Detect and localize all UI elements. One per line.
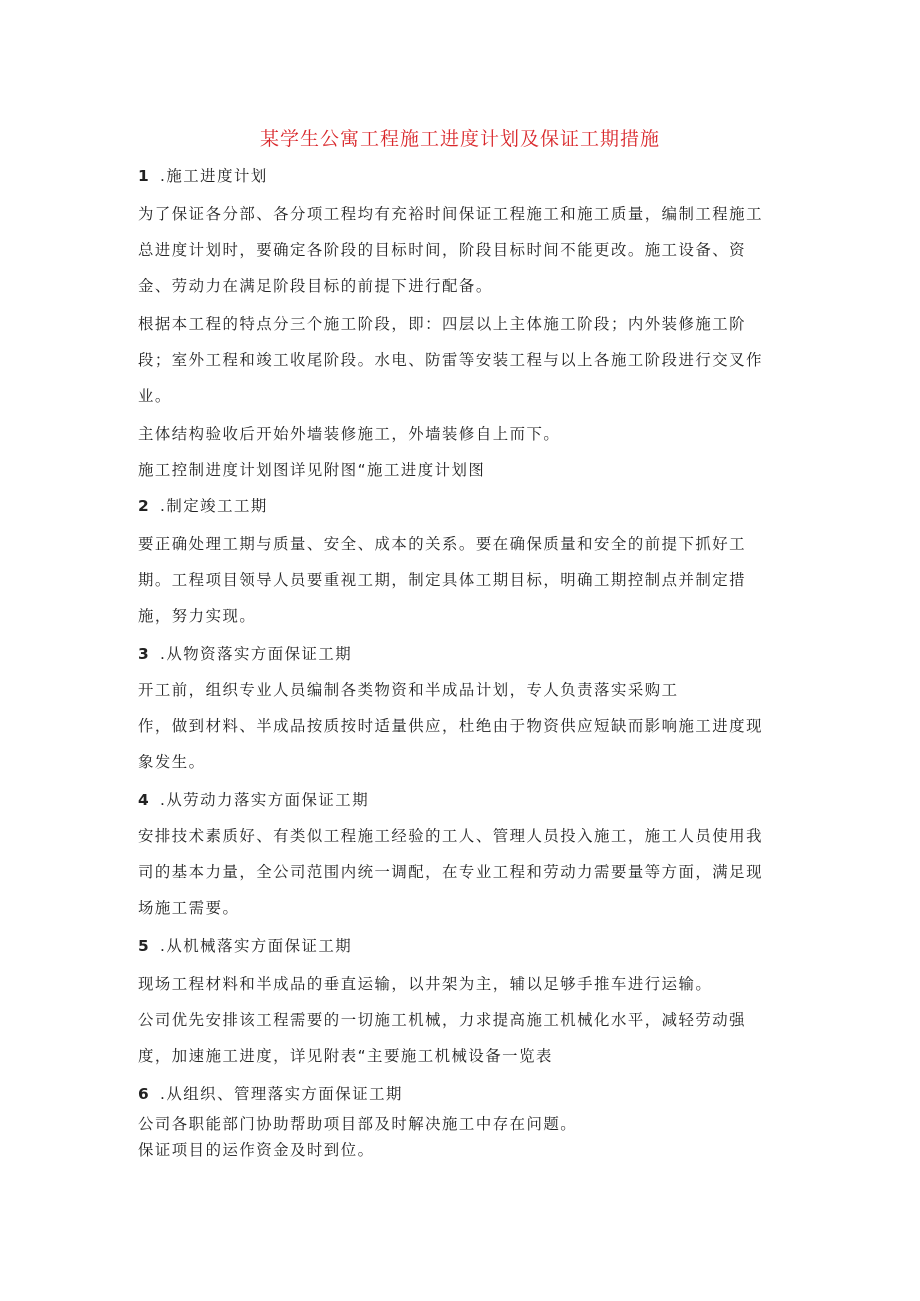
body-line: 作，做到材料、半成品按质按时适量供应，杜绝由于物资供应短缺而影响施工进度现 — [138, 717, 763, 735]
section-heading — [138, 644, 352, 664]
body-line: 公司优先安排该工程需要的一切施工机械，力求提高施工机械化水平，减轻劳动强 — [138, 1011, 747, 1029]
section-heading — [138, 496, 268, 516]
section-heading-text: .从机械落实方面保证工期 — [160, 937, 353, 955]
section-heading — [138, 936, 352, 956]
body-line: 公司各职能部门协助帮助项目部及时解决施工中存在问题。 — [138, 1115, 578, 1133]
body-line: 要正确处理工期与质量、安全、成本的关系。要在确保质量和安全的前提下抓好工 — [138, 535, 747, 553]
section-number: 2 — [138, 497, 151, 515]
section-heading-text: .从物资落实方面保证工期 — [160, 645, 353, 663]
section-heading — [138, 790, 369, 810]
section-number: 3 — [138, 645, 151, 663]
section-heading-text: .从劳动力落实方面保证工期 — [160, 791, 370, 809]
body-line: 司的基本力量，全公司范围内统一调配，在专业工程和劳动力需要量等方面，满足现 — [138, 863, 763, 881]
section-heading — [138, 1084, 403, 1104]
body-line: 金、劳动力在满足阶段目标的前提下进行配备。 — [138, 277, 493, 295]
body-line: 安排技术素质好、有类似工程施工经验的工人、管理人员投入施工，施工人员使用我 — [138, 827, 763, 845]
section-heading-text: .施工进度计划 — [160, 167, 268, 185]
document-title: 某学生公寓工程施工进度计划及保证工期措施 — [259, 128, 660, 150]
body-line: 为了保证各分部、各分项工程均有充裕时间保证工程施工和施工质量，编制工程施工 — [138, 205, 763, 223]
body-line: 现场工程材料和半成品的垂直运输，以井架为主，辅以足够手推车进行运输。 — [138, 975, 713, 993]
section-heading-text: .制定竣工工期 — [160, 497, 268, 515]
body-line: 主体结构验收后开始外墙装修施工，外墙装修自上而下。 — [138, 425, 561, 443]
body-line: 保证项目的运作资金及时到位。 — [138, 1141, 375, 1159]
section-heading — [138, 166, 268, 186]
body-line: 象发生。 — [138, 753, 206, 771]
section-number: 1 — [138, 167, 151, 185]
section-number: 4 — [138, 791, 151, 809]
body-line: 总进度计划时，要确定各阶段的目标时间，阶段目标时间不能更改。施工设备、资 — [138, 241, 747, 259]
body-line: 施，努力实现。 — [138, 607, 257, 625]
body-line: 施工控制进度计划图详见附图“施工进度计划图 — [138, 461, 486, 479]
body-line: 段；室外工程和竣工收尾阶段。水电、防雷等安装工程与以上各施工阶段进行交叉作 — [138, 351, 763, 369]
body-line: 开工前，组织专业人员编制各类物资和半成品计划，专人负责落实采购工 — [138, 681, 679, 699]
section-number: 5 — [138, 937, 151, 955]
body-line: 场施工需要。 — [138, 899, 240, 917]
body-line: 业。 — [138, 387, 172, 405]
section-heading-text: .从组织、管理落实方面保证工期 — [160, 1085, 403, 1103]
body-line: 度，加速施工进度，详见附表“主要施工机械设备一览表 — [138, 1047, 553, 1065]
body-line: 根据本工程的特点分三个施工阶段，即：四层以上主体施工阶段；内外装修施工阶 — [138, 315, 747, 333]
body-line: 期。工程项目领导人员要重视工期，制定具体工期目标，明确工期控制点并制定措 — [138, 571, 747, 589]
section-number: 6 — [138, 1085, 151, 1103]
